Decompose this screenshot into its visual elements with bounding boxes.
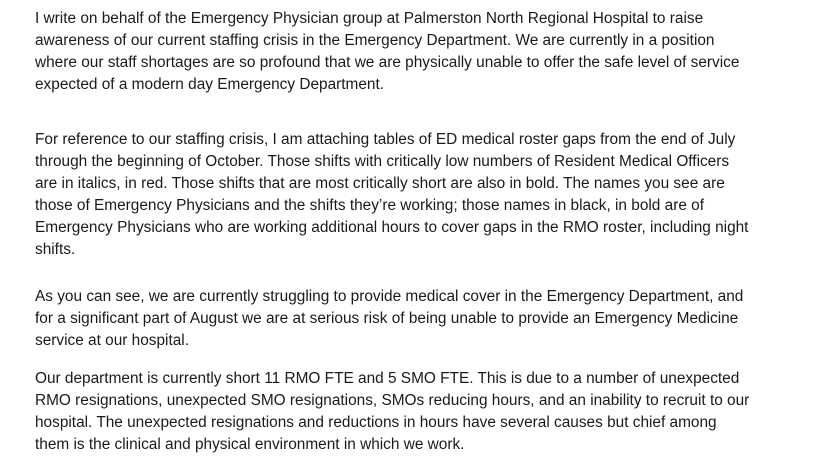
text-line: for a significant part of August we are at serious risk of being unable to provide an Emergency Medicine [35, 310, 739, 327]
text-line: RMO resignations, unexpected SMO resignations, SMOs reducing hours, and an inability to recruit to our [35, 392, 750, 409]
text-line: those of Emergency Physicians and the shifts they’re working; those names in black, in bold are of [35, 197, 704, 214]
paragraph-intro [35, 8, 825, 96]
text-line: shifts. [35, 241, 76, 258]
text-line: service at our hospital. [35, 332, 189, 349]
text-line: through the beginning of October. Those shifts with critically low numbers of Resident Medical Officers [35, 153, 730, 170]
text-line: Emergency Physicians who are working additional hours to cover gaps in the RMO roster, including night [35, 219, 749, 236]
paragraph-struggling [35, 286, 825, 352]
text-line: them is the clinical and physical environment in which we work. [35, 436, 465, 453]
text-line: For reference to our staffing crisis, I am attaching tables of ED medical roster gaps from the end of July [35, 131, 736, 148]
paragraph-shortages [35, 368, 825, 456]
text-line: are in italics, in red. Those shifts that are most critically short are also in bold. The names you see are [35, 175, 725, 192]
text-line: awareness of our current staffing crisis in the Emergency Department. We are currently in a position [35, 32, 715, 49]
paragraph-roster-reference [35, 129, 825, 261]
text-line: where our staff shortages are so profound that we are physically unable to offer the safe level of service [35, 54, 740, 71]
text-line: expected of a modern day Emergency Department. [35, 76, 385, 93]
text-line: hospital. The unexpected resignations and reductions in hours have several causes but chief among [35, 414, 717, 431]
text-line: I write on behalf of the Emergency Physician group at Palmerston North Regional Hospital to raise [35, 10, 704, 27]
text-line: As you can see, we are currently struggling to provide medical cover in the Emergency Department, and [35, 288, 744, 305]
text-line: Our department is currently short 11 RMO FTE and 5 SMO FTE. This is due to a number of unexpected [35, 370, 740, 387]
